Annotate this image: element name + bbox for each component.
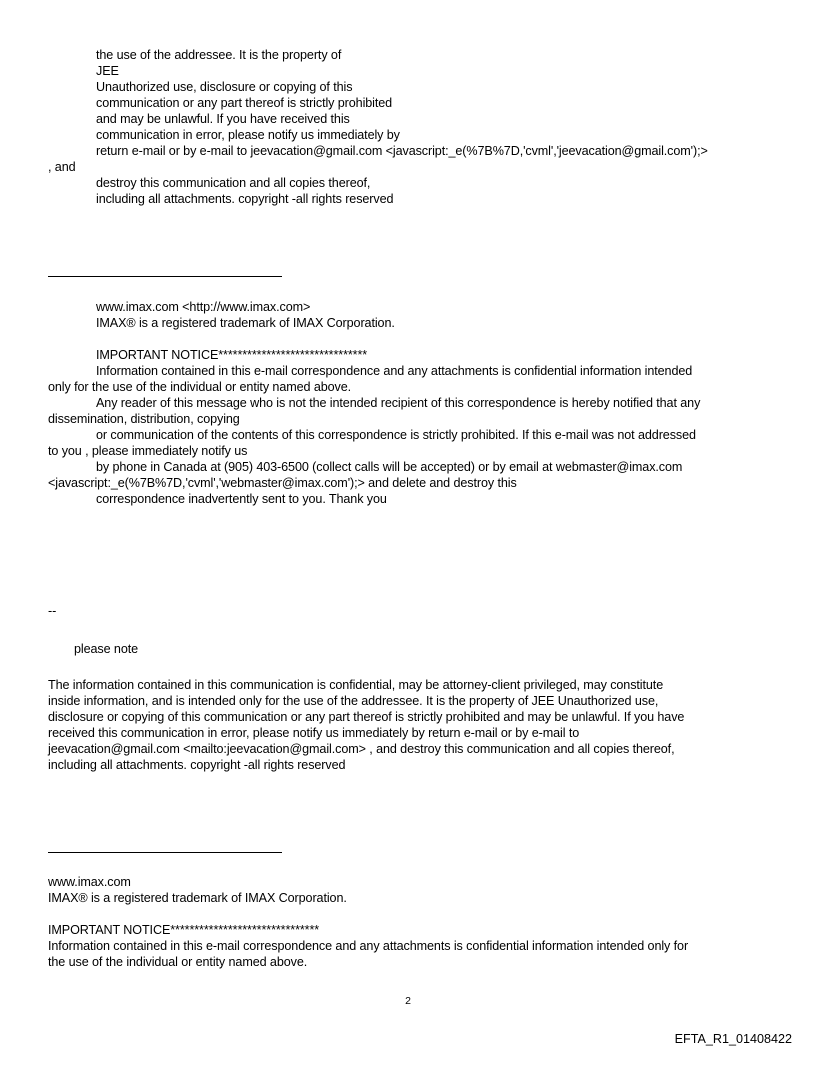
text-line: inside information, and is intended only for the use of the addressee. It is the property of JEE Unauthorized use, bbox=[48, 694, 659, 708]
page-number: 2 bbox=[405, 995, 411, 1007]
text-line: including all attachments. copyright -all rights reserved bbox=[48, 758, 346, 772]
text-line: IMAX® is a registered trademark of IMAX Corporation. bbox=[96, 316, 395, 330]
text-line: the use of the addressee. It is the property of bbox=[96, 48, 342, 62]
text-line: The information contained in this communication is confidential, may be attorney-client privileged, may constitute bbox=[48, 678, 664, 692]
text-line: jeevacation@gmail.com <mailto:jeevacation@gmail.com> , and destroy this communication and all copies thereof, bbox=[48, 742, 675, 756]
text-line: communication or any part thereof is strictly prohibited bbox=[96, 96, 393, 110]
please-note-label: please note bbox=[74, 642, 139, 656]
text-line: Information contained in this e-mail correspondence and any attachments is confidential information intended bbox=[96, 364, 693, 378]
text-line: return e-mail or by e-mail to jeevacation@gmail.com <javascript:_e(%7B%7D,'cvml','jeevacation@gmail.com');> bbox=[96, 144, 708, 158]
text-line: communication in error, please notify us immediately by bbox=[96, 128, 400, 142]
text-line: correspondence inadvertently sent to you. Thank you bbox=[96, 492, 387, 506]
text-line: Information contained in this e-mail correspondence and any attachments is confidential information intended only for bbox=[48, 939, 689, 953]
text-line: IMPORTANT NOTICE******************************* bbox=[48, 923, 320, 937]
text-line: by phone in Canada at (905) 403-6500 (collect calls will be accepted) or by email at webmaster@imax.com bbox=[96, 460, 683, 474]
text-line: Any reader of this message who is not the intended recipient of this correspondence is hereby notified that any bbox=[96, 396, 701, 410]
text-line: IMAX® is a registered trademark of IMAX Corporation. bbox=[48, 891, 347, 905]
text-line: including all attachments. copyright -all rights reserved bbox=[96, 192, 394, 206]
text-line: , and bbox=[48, 160, 76, 174]
text-line: disclosure or copying of this communication or any part thereof is strictly prohibited and may be unlawful. If you have bbox=[48, 710, 685, 724]
signature-rule bbox=[48, 276, 282, 277]
signature-separator: -- bbox=[48, 604, 57, 618]
text-line: received this communication in error, please notify us immediately by return e-mail or by e-mail to bbox=[48, 726, 580, 740]
text-line: IMPORTANT NOTICE******************************* bbox=[96, 348, 368, 362]
text-line: the use of the individual or entity named above. bbox=[48, 955, 308, 969]
text-line: <javascript:_e(%7B%7D,'cvml','webmaster@imax.com');> and delete and destroy this bbox=[48, 476, 517, 490]
text-line: to you , please immediately notify us bbox=[48, 444, 248, 458]
text-line: www.imax.com <http://www.imax.com> bbox=[96, 300, 311, 314]
text-line: Unauthorized use, disclosure or copying of this bbox=[96, 80, 353, 94]
text-line: or communication of the contents of this correspondence is strictly prohibited. If this e-mail was not addressed bbox=[96, 428, 696, 442]
text-line: JEE bbox=[96, 64, 119, 78]
bates-stamp: EFTA_R1_01408422 bbox=[674, 1032, 792, 1046]
text-line: dissemination, distribution, copying bbox=[48, 412, 240, 426]
text-line: destroy this communication and all copies thereof, bbox=[96, 176, 371, 190]
text-line: and may be unlawful. If you have received this bbox=[96, 112, 350, 126]
text-line: only for the use of the individual or entity named above. bbox=[48, 380, 352, 394]
signature-rule bbox=[48, 852, 282, 853]
text-line: www.imax.com bbox=[48, 875, 131, 889]
